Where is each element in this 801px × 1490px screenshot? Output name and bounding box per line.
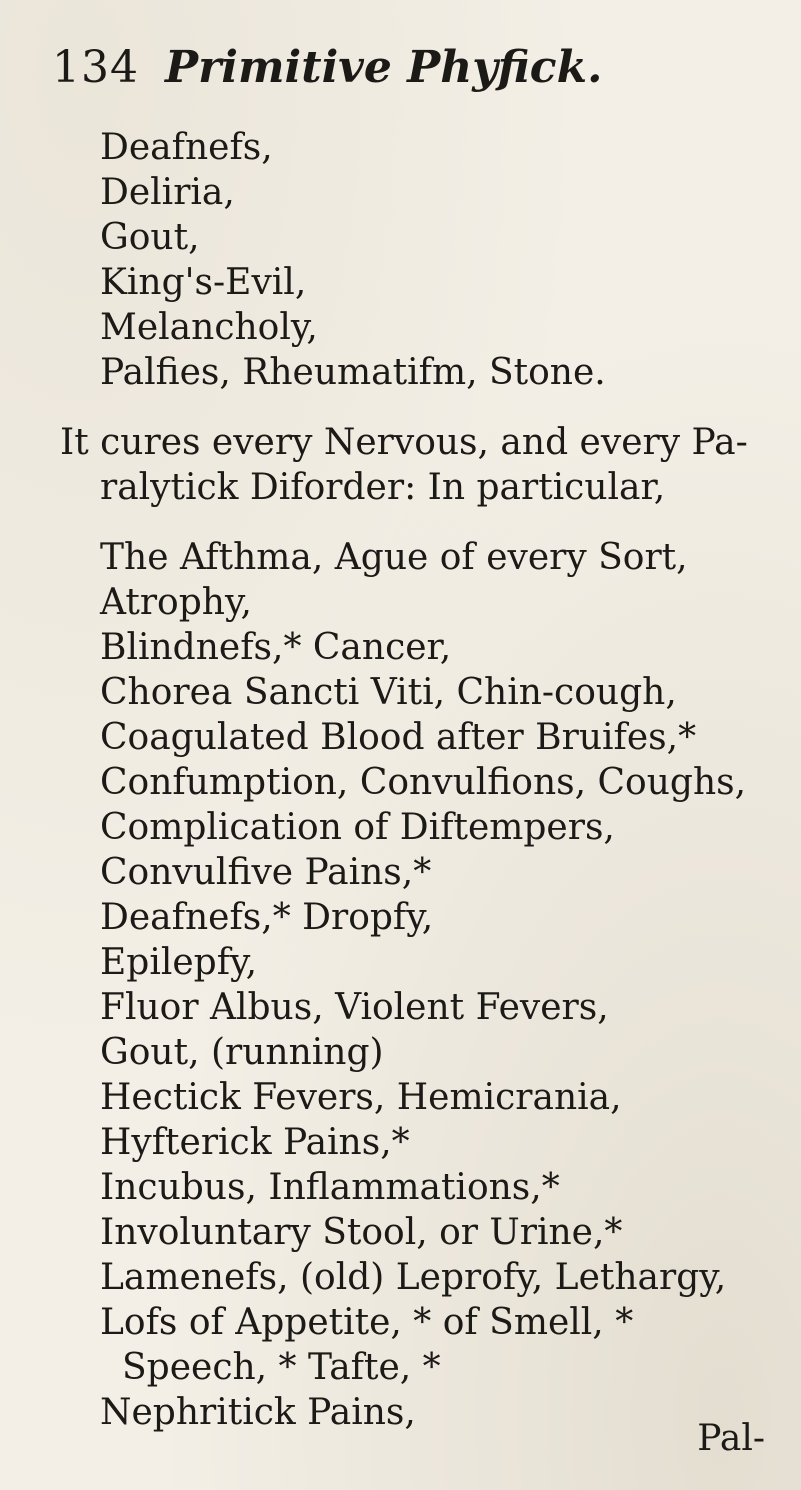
list-item: Fluor Albus, Violent Fevers, <box>100 987 609 1028</box>
list-item: King's-Evil, <box>100 262 307 303</box>
list-item: Deafnefs, <box>100 127 273 168</box>
list-item: Chorea Sancti Viti, Chin-cough, <box>100 672 677 713</box>
list-item: Convulfive Pains,* <box>100 852 432 893</box>
list-item: Speech, * Tafte, * <box>122 1347 441 1388</box>
list-item: Hectick Fevers, Hemicrania, <box>100 1077 622 1118</box>
list-item: Hyfterick Pains,* <box>100 1122 410 1163</box>
list-item: Incubus, Inflammations,* <box>100 1167 560 1208</box>
list-item: Gout, (running) <box>100 1032 384 1073</box>
list-item: Epilepfy, <box>100 942 258 983</box>
page-number: 134 <box>52 42 139 93</box>
page-header <box>52 42 602 112</box>
paragraph-line: It cures every Nervous, and every Pa- <box>60 422 748 463</box>
list-item: Complication of Diftempers, <box>100 807 615 848</box>
paragraph-line: ralytick Diforder: In particular, <box>100 467 666 508</box>
list-item: Palfies, Rheumatifm, Stone. <box>100 352 606 393</box>
list-item: Nephritick Pains, <box>100 1392 416 1433</box>
list-item: Lofs of Appetite, * of Smell, * <box>100 1302 634 1343</box>
list-item: Coagulated Blood after Bruifes,* <box>100 717 697 758</box>
list-item: Lamenefs, (old) Leprofy, Lethargy, <box>100 1257 727 1298</box>
list-item: Melancholy, <box>100 307 318 348</box>
list-item: Involuntary Stool, or Urine,* <box>100 1212 623 1253</box>
catchword: Pal- <box>697 1418 765 1459</box>
running-title: Primitive Phyfick. <box>164 42 603 93</box>
list-item: The Afthma, Ague of every Sort, <box>100 537 688 578</box>
list-item: Deafnefs,* Dropfy, <box>100 897 434 938</box>
list-item: Deliria, <box>100 172 235 213</box>
list-item: Gout, <box>100 217 200 258</box>
list-item: Blindnefs,* Cancer, <box>100 627 452 668</box>
list-item: Confumption, Convulfions, Coughs, <box>100 762 747 803</box>
list-item: Atrophy, <box>100 582 252 623</box>
